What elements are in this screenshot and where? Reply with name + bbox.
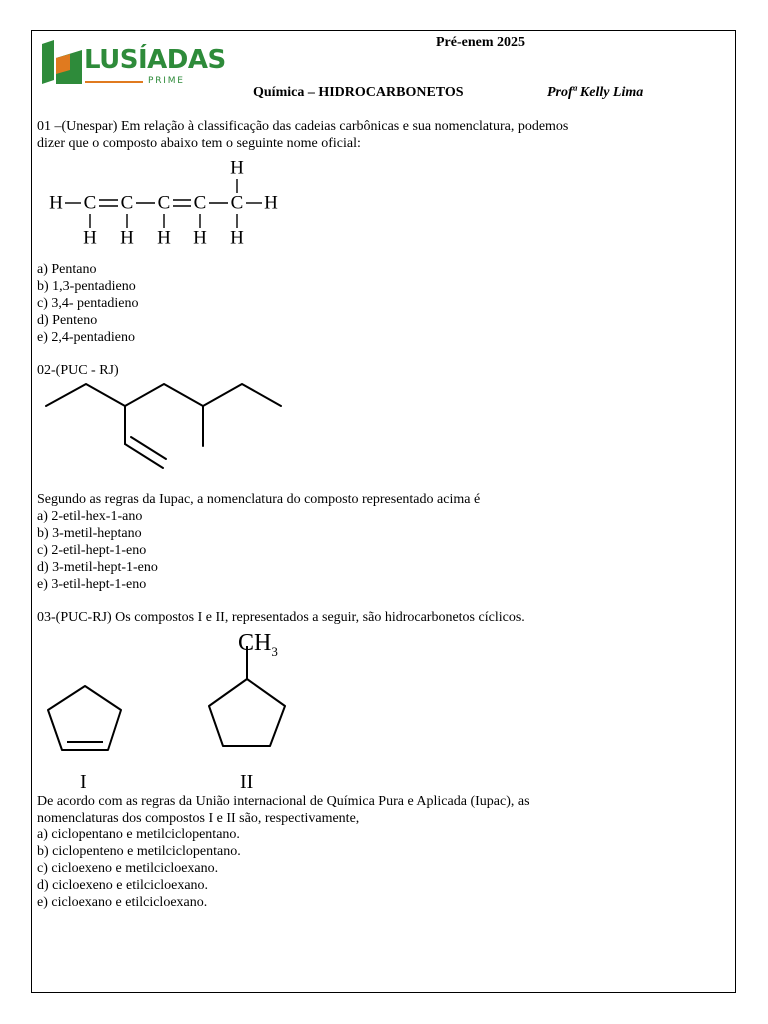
- q3-statement-line-2: nomenclaturas dos compostos I e II são, respectivamente,: [37, 811, 360, 826]
- q1-statement-line-1: 01 –(Unespar) Em relação à classificação das cadeias carbônicas e sua nomenclatura, podemos: [37, 119, 569, 134]
- q3-option-d[interactable]: d) cicloexeno e etilcicloexano.: [37, 878, 209, 893]
- q1-option-a[interactable]: a) Pentano: [37, 262, 97, 277]
- atom: H: [157, 227, 171, 249]
- lusiadas-logo: [40, 40, 226, 88]
- atom: C: [83, 192, 97, 214]
- q2-option-a[interactable]: a) 2-etil-hex-1-ano: [37, 509, 143, 524]
- q3-statement-line-1: De acordo com as regras da União internacional de Química Pura e Aplicada (Iupac), as: [37, 794, 530, 809]
- q2-options: [37, 508, 158, 593]
- q1-options: [37, 261, 138, 346]
- q2-option-b[interactable]: b) 3-metil-heptano: [37, 526, 142, 541]
- atom: H: [83, 227, 97, 249]
- q1-option-b[interactable]: b) 1,3-pentadieno: [37, 279, 136, 294]
- q1-option-d[interactable]: d) Penteno: [37, 313, 98, 328]
- q3-option-c[interactable]: c) cicloexeno e metilcicloexano.: [37, 861, 219, 876]
- q2-option-e[interactable]: e) 3-etil-hept-1-eno: [37, 577, 147, 592]
- pre-enem-title: Pré-enem 2025: [436, 35, 526, 50]
- q3-options: [37, 826, 241, 911]
- q2-option-c[interactable]: c) 2-etil-hept-1-eno: [37, 543, 147, 558]
- q1-structure-diagram: [40, 156, 290, 252]
- atom: H: [230, 157, 244, 179]
- q3-structure-diagram: [40, 622, 300, 792]
- atom: C: [120, 192, 134, 214]
- logo-underline: [85, 81, 143, 83]
- atom: H: [120, 227, 134, 249]
- atom: C: [157, 192, 171, 214]
- logo-sub: PRIME: [148, 76, 185, 86]
- q3-title: 03-(PUC-RJ) Os compostos I e II, representados a seguir, são hidrocarbonetos cíclicos.: [37, 610, 525, 625]
- teacher-name: Profª Kelly Lima: [547, 85, 644, 100]
- methylcyclopentane-ring: [209, 679, 285, 746]
- logo-mark-icon: [40, 40, 84, 88]
- atom: H: [264, 192, 278, 214]
- q3-option-a[interactable]: a) ciclopentano e metilciclopentano.: [37, 827, 240, 842]
- q2-title: 02-(PUC - RJ): [37, 363, 119, 378]
- q2-statement: Segundo as regras da Iupac, a nomenclatura do composto representado acima é: [37, 492, 481, 507]
- atom: C: [230, 192, 244, 214]
- atom: H: [49, 192, 63, 214]
- atom: H: [230, 227, 244, 249]
- q2-option-d[interactable]: d) 3-metil-hept-1-eno: [37, 560, 158, 575]
- q1-option-c[interactable]: c) 3,4- pentadieno: [37, 296, 139, 311]
- compound-label-1: I: [80, 771, 87, 792]
- q1-option-e[interactable]: e) 2,4-pentadieno: [37, 330, 135, 345]
- subject-title: Química – HIDROCARBONETOS: [253, 85, 464, 100]
- atom: C: [193, 192, 207, 214]
- cyclopentene-ring: [48, 686, 121, 750]
- q2-structure-diagram: [40, 380, 290, 475]
- logo-name: LUSÍADAS: [84, 45, 226, 75]
- q3-option-e[interactable]: e) cicloexano e etilcicloexano.: [37, 895, 208, 910]
- q3-option-b[interactable]: b) ciclopenteno e metilciclopentano.: [37, 844, 241, 859]
- compound-label-2: II: [240, 771, 254, 792]
- atom: H: [193, 227, 207, 249]
- q1-statement-line-2: dizer que o composto abaixo tem o seguinte nome oficial:: [37, 136, 361, 151]
- methyl-label: $CH_3$: [238, 630, 278, 659]
